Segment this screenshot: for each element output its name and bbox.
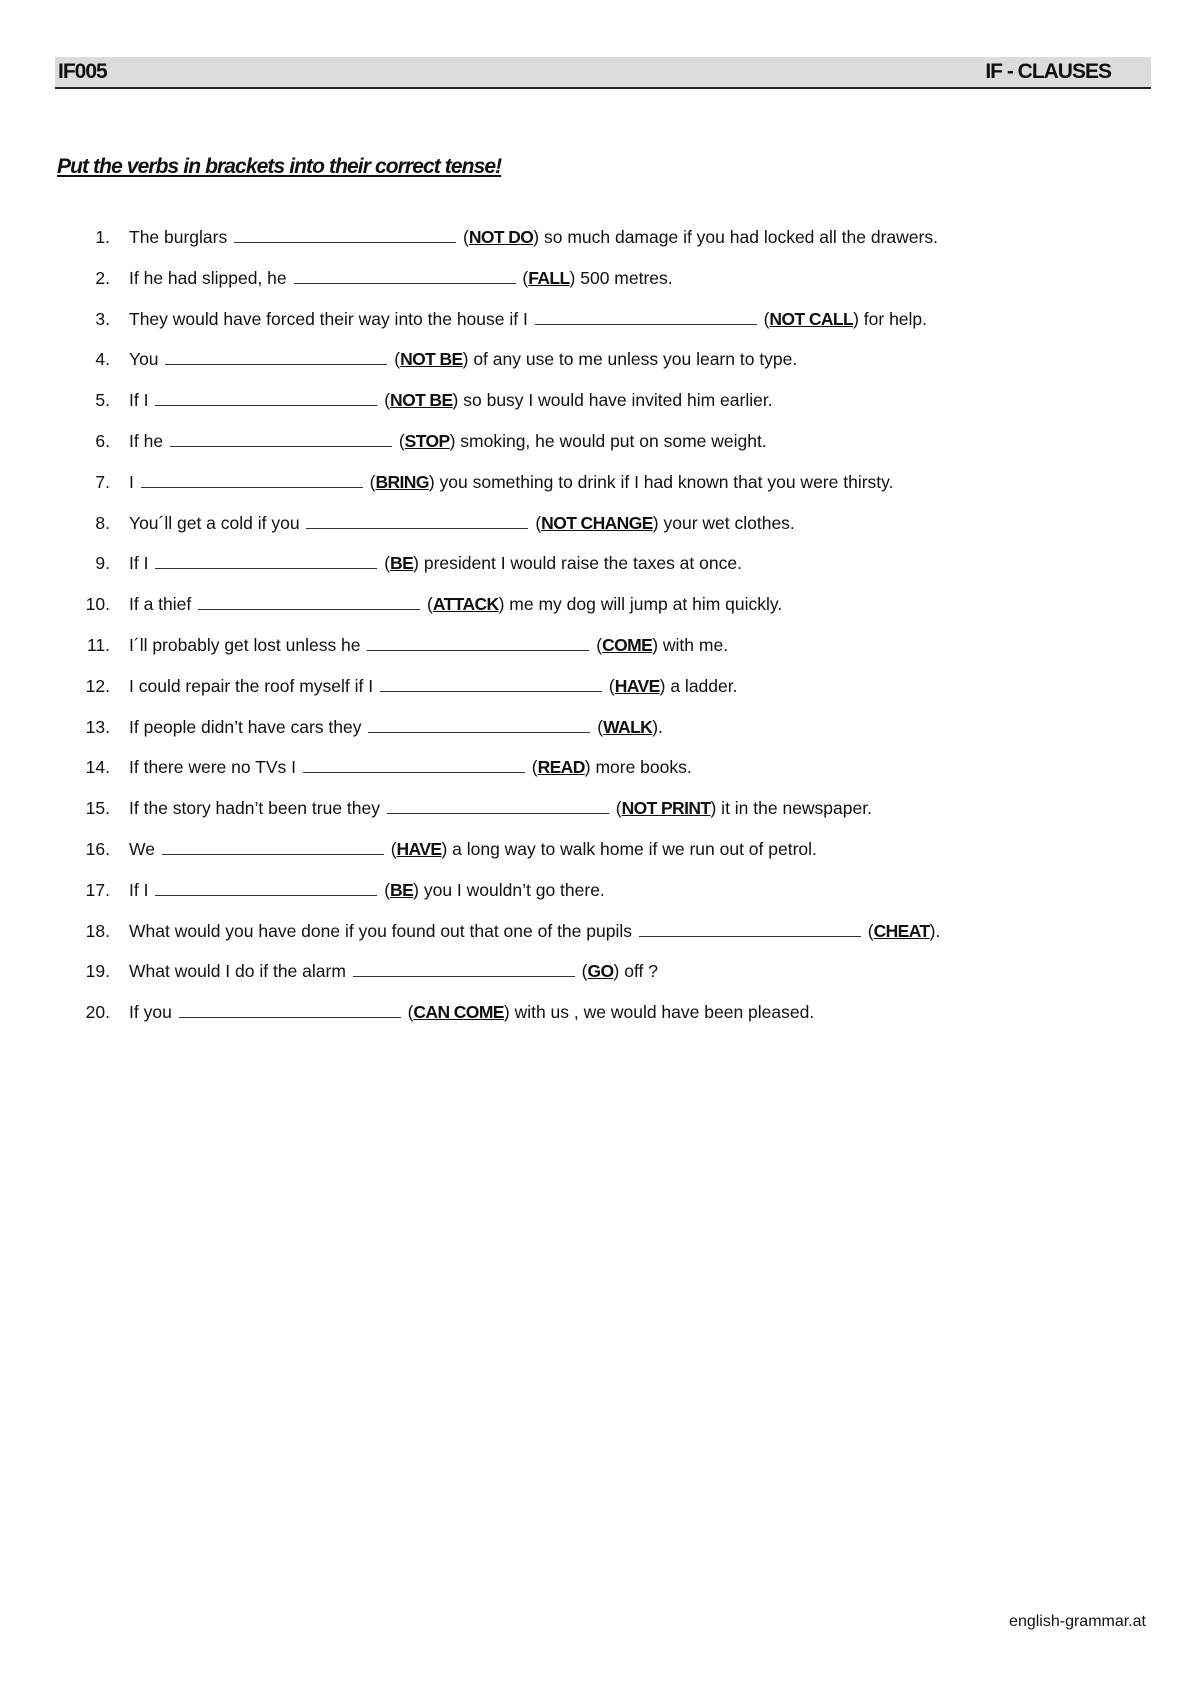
- sentence-end: me my dog will jump at him quickly.: [504, 594, 783, 615]
- answer-blank[interactable]: [387, 798, 609, 814]
- exercise-number: 19.: [85, 961, 110, 982]
- exercise-number: 2.: [95, 267, 110, 288]
- exercise-item: [0, 839, 1200, 880]
- answer-blank[interactable]: [155, 390, 377, 406]
- verb-prompt: READ: [537, 757, 585, 778]
- open-bracket: (: [384, 390, 391, 411]
- exercise-item: [0, 635, 1200, 676]
- open-bracket: (: [581, 961, 588, 982]
- sentence-end: a long way to walk home if we run out of petrol.: [447, 838, 817, 859]
- exercise-sentence: [129, 839, 817, 860]
- exercise-number: 9.: [95, 553, 110, 574]
- sentence-start: If he had slipped, he: [129, 267, 287, 288]
- exercise-item: [0, 961, 1200, 1002]
- verb-prompt: BE: [390, 879, 414, 900]
- answer-blank[interactable]: [155, 553, 377, 569]
- close-bracket: ): [710, 798, 717, 819]
- verb-prompt: GO: [587, 961, 614, 982]
- verb-prompt: NOT PRINT: [621, 798, 711, 819]
- exercise-sentence: [129, 513, 795, 534]
- exercise-item: [0, 268, 1200, 309]
- exercise-sentence: [129, 309, 927, 330]
- exercise-number: 1.: [95, 227, 110, 247]
- close-bracket: ): [452, 390, 459, 411]
- verb-prompt: ATTACK: [432, 594, 499, 615]
- close-bracket: ): [449, 430, 456, 451]
- open-bracket: (: [407, 1002, 414, 1023]
- answer-blank[interactable]: [368, 717, 590, 733]
- sentence-end: it in the newspaper.: [716, 798, 872, 819]
- open-bracket: (: [384, 553, 391, 574]
- header-bar: [55, 57, 1151, 89]
- open-bracket: (: [867, 920, 874, 941]
- exercise-item: [0, 553, 1200, 594]
- close-bracket: ): [498, 594, 505, 615]
- answer-blank[interactable]: [367, 635, 589, 651]
- open-bracket: (: [535, 512, 542, 533]
- verb-prompt: FALL: [528, 267, 570, 288]
- sentence-start: You: [129, 349, 159, 370]
- sentence-end: smoking, he would put on some weight.: [455, 430, 767, 451]
- close-bracket: ): [428, 471, 435, 492]
- exercise-number: 16.: [85, 838, 110, 859]
- exercise-number: 12.: [85, 675, 110, 696]
- answer-blank[interactable]: [198, 594, 420, 610]
- verb-prompt: COME: [602, 634, 653, 655]
- sentence-start: If I: [129, 390, 149, 411]
- sentence-end: more books.: [590, 757, 692, 778]
- sentence-end: for help.: [858, 308, 928, 329]
- answer-blank[interactable]: [141, 472, 363, 488]
- exercise-item: [0, 390, 1200, 431]
- answer-blank[interactable]: [639, 921, 861, 937]
- answer-blank[interactable]: [306, 513, 528, 529]
- verb-prompt: NOT CALL: [769, 308, 854, 329]
- exercise-number: 15.: [85, 798, 110, 819]
- sentence-end: so busy I would have invited him earlier.: [458, 390, 773, 411]
- exercise-sentence: [129, 431, 767, 452]
- exercise-sentence: [129, 961, 658, 982]
- sentence-start: If I: [129, 879, 149, 900]
- verb-prompt: CHEAT: [873, 920, 930, 941]
- exercise-number: 3.: [95, 308, 110, 329]
- exercise-item: [0, 349, 1200, 390]
- sentence-end: off ?: [619, 961, 658, 982]
- sentence-start: If I: [129, 553, 149, 574]
- exercise-item: [0, 472, 1200, 513]
- sentence-start: If he: [129, 430, 164, 451]
- sentence-start: I: [129, 471, 134, 492]
- verb-prompt: CAN COME: [413, 1002, 504, 1023]
- sentence-start: If the story hadn’t been true they: [129, 798, 380, 819]
- open-bracket: (: [427, 594, 433, 615]
- sentence-start: If there were no TVs I: [129, 757, 296, 778]
- exercise-number: 14.: [85, 757, 110, 778]
- close-bracket: ): [503, 1002, 510, 1023]
- answer-blank[interactable]: [353, 961, 575, 977]
- answer-blank[interactable]: [179, 1002, 401, 1018]
- sentence-end: your wet clothes.: [658, 512, 795, 533]
- close-bracket: ): [652, 634, 659, 655]
- verb-prompt: NOT DO: [468, 227, 534, 247]
- sentence-start: I´ll probably get lost unless he: [129, 634, 361, 655]
- sentence-start: If a thief: [129, 594, 192, 615]
- open-bracket: (: [394, 349, 401, 370]
- sentence-end: with us , we would have been pleased.: [509, 1002, 815, 1023]
- exercise-number: 13.: [85, 716, 110, 737]
- sentence-end: president I would raise the taxes at once.: [418, 553, 742, 574]
- instruction-heading: Put the verbs in brackets into their correct tense!: [57, 155, 502, 178]
- sentence-end: of any use to me unless you learn to type.: [468, 349, 798, 370]
- exercise-number: 18.: [85, 920, 110, 941]
- exercise-number: 10.: [85, 594, 110, 615]
- exercise-sentence: [129, 676, 737, 697]
- answer-blank[interactable]: [535, 309, 757, 325]
- exercise-sentence: [129, 390, 773, 411]
- sentence-start: The burglars: [129, 227, 228, 247]
- sentence-end: you something to drink if I had known that you were thirsty.: [434, 471, 894, 492]
- sentence-start: We: [129, 838, 155, 859]
- verb-prompt: NOT BE: [400, 349, 463, 370]
- open-bracket: (: [615, 798, 622, 819]
- footer-source: english-grammar.at: [1009, 1613, 1146, 1630]
- exercise-number: 17.: [85, 879, 110, 900]
- verb-prompt: WALK: [603, 716, 653, 737]
- exercise-item: [0, 431, 1200, 472]
- answer-blank[interactable]: [294, 268, 516, 284]
- exercise-sentence: [129, 227, 938, 248]
- exercise-sentence: [129, 268, 673, 289]
- verb-prompt: HAVE: [614, 675, 660, 696]
- exercise-number: 5.: [95, 390, 110, 411]
- exercise-item: [0, 757, 1200, 798]
- open-bracket: (: [369, 471, 376, 492]
- exercise-number: 4.: [95, 349, 110, 370]
- close-bracket: ): [413, 879, 419, 900]
- sentence-end: 500 metres.: [575, 267, 673, 288]
- worksheet-code: IF005: [58, 60, 107, 83]
- close-bracket: ): [853, 308, 859, 329]
- exercise-sentence: [129, 553, 742, 574]
- close-bracket: ): [659, 675, 666, 696]
- close-bracket: ): [652, 716, 659, 737]
- exercise-item: [0, 921, 1200, 962]
- verb-prompt: NOT BE: [390, 390, 453, 411]
- sentence-start: If people didn’t have cars they: [129, 716, 362, 737]
- close-bracket: ): [929, 920, 936, 941]
- sentence-end: a ladder.: [665, 675, 738, 696]
- exercise-sentence: [129, 757, 692, 778]
- open-bracket: (: [608, 675, 615, 696]
- exercise-sentence: [129, 594, 782, 615]
- answer-blank[interactable]: [162, 839, 384, 855]
- open-bracket: (: [522, 267, 529, 288]
- exercise-item: [0, 798, 1200, 839]
- exercise-item: [0, 227, 1200, 268]
- verb-prompt: STOP: [404, 430, 450, 451]
- close-bracket: ): [569, 267, 576, 288]
- close-bracket: ): [441, 838, 448, 859]
- exercise-sentence: [129, 880, 605, 901]
- exercise-sentence: [129, 1002, 814, 1023]
- exercise-item: [0, 676, 1200, 717]
- exercise-sentence: [129, 921, 940, 942]
- sentence-start: If you: [129, 1002, 172, 1023]
- exercise-item: [0, 717, 1200, 758]
- close-bracket: ): [413, 553, 419, 574]
- worksheet-topic: IF - CLAUSES: [985, 60, 1111, 83]
- exercise-item: [0, 309, 1200, 350]
- exercise-number: 6.: [95, 430, 110, 451]
- close-bracket: ): [533, 227, 540, 247]
- exercise-number: 7.: [95, 471, 110, 492]
- close-bracket: ): [462, 349, 469, 370]
- open-bracket: (: [384, 879, 391, 900]
- exercise-item: [0, 880, 1200, 921]
- open-bracket: (: [390, 838, 397, 859]
- answer-blank[interactable]: [303, 757, 525, 773]
- exercise-number: 20.: [85, 1002, 110, 1023]
- verb-prompt: NOT CHANGE: [541, 512, 653, 533]
- exercise-number: 8.: [95, 512, 110, 533]
- exercise-number: 11.: [86, 634, 110, 655]
- sentence-start: I could repair the roof myself if I: [129, 675, 374, 696]
- answer-blank[interactable]: [155, 880, 377, 896]
- exercise-sentence: [129, 349, 797, 370]
- close-bracket: ): [652, 512, 659, 533]
- open-bracket: (: [597, 716, 604, 737]
- verb-prompt: HAVE: [396, 838, 442, 859]
- answer-blank[interactable]: [170, 431, 392, 447]
- open-bracket: (: [398, 430, 405, 451]
- sentence-end: .: [935, 920, 941, 941]
- open-bracket: (: [596, 634, 603, 655]
- exercise-sentence: [129, 717, 663, 738]
- answer-blank[interactable]: [165, 349, 387, 365]
- sentence-start: What would I do if the alarm: [129, 961, 346, 982]
- verb-prompt: BE: [390, 553, 414, 574]
- exercise-sentence: [129, 635, 728, 656]
- open-bracket: (: [763, 308, 770, 329]
- exercise-list: [0, 227, 1200, 1043]
- exercise-item: [0, 594, 1200, 635]
- verb-prompt: BRING: [375, 471, 429, 492]
- sentence-end: with me.: [658, 634, 729, 655]
- sentence-start: They would have forced their way into the house if I: [129, 308, 528, 329]
- answer-blank[interactable]: [380, 676, 602, 692]
- exercise-item: [0, 513, 1200, 554]
- exercise-item: [0, 1002, 1200, 1043]
- open-bracket: (: [463, 227, 469, 247]
- sentence-start: What would you have done if you found out that one of the pupils: [129, 920, 632, 941]
- sentence-end: so much damage if you had locked all the drawers.: [539, 227, 938, 247]
- sentence-end: .: [658, 716, 663, 737]
- exercise-sentence: [129, 472, 893, 493]
- answer-blank[interactable]: [234, 227, 456, 243]
- sentence-start: You´ll get a cold if you: [129, 512, 300, 533]
- open-bracket: (: [531, 757, 538, 778]
- exercise-sentence: [129, 798, 872, 819]
- sentence-end: you I wouldn’t go there.: [418, 879, 605, 900]
- close-bracket: ): [613, 961, 620, 982]
- close-bracket: ): [584, 757, 591, 778]
